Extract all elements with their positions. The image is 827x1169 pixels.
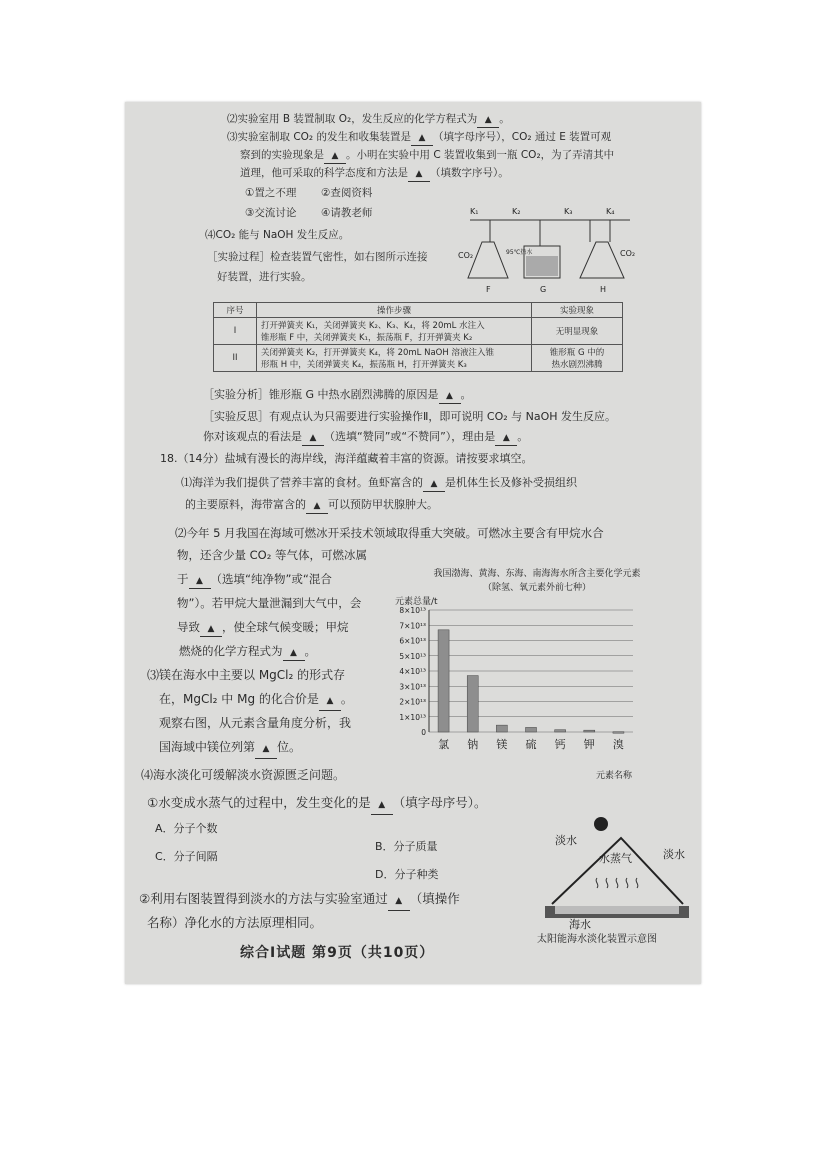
answer-blank[interactable]: ▲ [189, 574, 211, 589]
co2-right-label: CO₂ [620, 249, 636, 258]
p1b-tail: 可以预防甲状腺肿大。 [328, 498, 438, 511]
y-tick-label: 0 [421, 728, 426, 737]
q3a-text: ⑶实验室制取 CO₂ 的发生和收集装置是 [227, 131, 411, 143]
desal-caption: 太阳能海水淡化装置示意图 [537, 934, 657, 945]
p2a-text: ⑵今年 5 月我国在海域可燃冰开采技术领域取得重大突破。可燃冰主要含有甲烷水合 [175, 526, 604, 540]
page-footer: 综合Ⅰ试题 第9页（共10页） [240, 945, 435, 961]
q2-line: ⑵实验室用 B 装置制取 O₂，发生反应的化学方程式为 ▲ 。 [227, 112, 510, 128]
y-tick-label: 1×10¹³ [399, 712, 426, 722]
p3b-line: 在，MgCl₂ 中 Mg 的化合价是 ▲ 。 [159, 690, 353, 711]
answer-blank[interactable]: ▲ [306, 499, 328, 514]
chart-ylabel: 元素总量/t [395, 597, 438, 607]
flask-g-label: G [540, 285, 547, 294]
exam-page [125, 102, 701, 984]
p3a-text: ⑶镁在海水中主要以 MgCl₂ 的形式存 [147, 668, 346, 682]
q3c-text: 道理，他可采取的科学态度和方法是 [240, 167, 408, 179]
choice-d[interactable]: D．分子种类 [375, 868, 439, 881]
q2-text: ⑵实验室用 B 装置制取 O₂，发生反应的化学方程式为 [227, 113, 478, 125]
chart-title: 我国渤海、黄海、东海、南海海水所含主要化学元素 [433, 569, 641, 579]
p3c-text: 观察右图，从元素含量角度分析，我 [159, 716, 352, 730]
p3d-line [159, 738, 301, 759]
y-tick-label: 5×10¹³ [399, 651, 426, 661]
p4-2b-text: 名称）净化水的方法原理相同。 [147, 915, 323, 930]
bar-3 [496, 725, 507, 732]
process-text-1: ［实验过程］检查装置气密性，如右图所示连接 [207, 251, 428, 263]
clamp-k2-label: K₂ [512, 207, 521, 216]
p4-2-text: ②利用右图装置得到淡水的方法与实验室通过 [139, 891, 388, 906]
clamp-k1-label: K₁ [470, 207, 479, 216]
p4-1-line [147, 794, 486, 815]
p2e-text: 导致 [177, 620, 200, 634]
flask-h-label: H [600, 285, 607, 294]
answer-blank[interactable]: ▲ [371, 796, 393, 815]
p2b-text: 物，还含少量 CO₂ 等气体，可燃冰属 [177, 548, 368, 562]
answer-blank[interactable]: ▲ [319, 692, 341, 711]
q18-title: 18.（14分）盐城有漫长的海岸线，海洋蕴藏着丰富的资源。请按要求填空。 [160, 452, 533, 465]
y-tick-label: 8×10¹³ [399, 606, 426, 615]
x-tick-label: 硫 [525, 738, 537, 751]
x-tick-label: 溴 [612, 738, 624, 751]
header-steps: 操作步骤 [257, 303, 532, 318]
chart-bars [438, 630, 624, 733]
p2c-tail: （选填“纯净物”或“混合 [210, 572, 332, 586]
y-tick-label: 2×10¹³ [399, 697, 426, 707]
hot-water-label: 95℃热水 [506, 249, 533, 256]
q18-p1-line-2 [185, 498, 438, 514]
choice-a[interactable]: A．分子个数 [155, 822, 218, 835]
answer-blank[interactable]: ▲ [302, 431, 324, 446]
vapor-label: 水蒸气 [599, 852, 632, 865]
fresh-water-left-label: 淡水 [555, 834, 577, 847]
bar-1 [438, 630, 449, 732]
option-3: ③交流讨论 [245, 207, 297, 219]
x-tick-label: 钾 [583, 738, 595, 751]
seawater-label: 海水 [569, 918, 591, 931]
q3-line-3 [240, 166, 509, 182]
reflection-mid: （选填“赞同”或“不赞同”），理由是 [324, 430, 496, 443]
p2f-text: 燃烧的化学方程式为 [179, 644, 283, 658]
q3b-tail: 。小明在实验中用 C 装置收集到一瓶 CO₂，为了弄清其中 [346, 149, 615, 161]
row-steps [257, 345, 532, 372]
chart-yticks [399, 606, 426, 737]
p2c-text: 于 [177, 572, 189, 586]
p2f-line: 燃烧的化学方程式为 ▲ 。 [179, 644, 316, 661]
y-tick-label: 4×10¹³ [399, 667, 426, 676]
bar-4 [526, 727, 537, 732]
row-result [532, 345, 623, 372]
step-line: 打开弹簧夹 K₁，关闭弹簧夹 K₂、K₃、K₄，将 20mL 水注入 [261, 321, 485, 331]
p1a-text: ⑴海洋为我们提供了营养丰富的食材。鱼虾富含的 [181, 476, 423, 489]
answer-blank[interactable]: ▲ [408, 167, 430, 182]
p2e-tail: ，使全球气候变暖；甲烷 [222, 620, 349, 634]
chart-xlabel: 元素名称 [595, 771, 632, 781]
option-4: ④请教老师 [321, 207, 373, 219]
q3a-tail: （填字母序号），CO₂ 通过 E 装置可观 [432, 131, 612, 143]
chart-xticks [438, 737, 624, 751]
answer-blank[interactable]: ▲ [477, 113, 499, 128]
choice-c[interactable]: C．分子间隔 [155, 850, 218, 863]
apparatus-diagram [460, 202, 640, 294]
y-tick-label: 6×10¹³ [399, 636, 426, 646]
p3d-tail: 位。 [277, 740, 302, 754]
result-line: 热水剧烈沸腾 [551, 360, 603, 370]
p3d-text: 国海域中镁位列第 [159, 740, 256, 754]
answer-blank[interactable]: ▲ [495, 431, 517, 446]
p4-2-line [139, 890, 460, 911]
row-id: II [214, 345, 257, 372]
answer-blank[interactable]: ▲ [388, 892, 410, 911]
header-index: 序号 [214, 303, 257, 318]
sun-icon [594, 817, 608, 831]
table-header-row [214, 303, 623, 318]
reflection-line-2: 你对该观点的看法是 ▲ （选填“赞同”或“不赞同”），理由是 ▲ 。 [203, 430, 528, 446]
header-result: 实验现象 [532, 303, 623, 318]
row-result: 无明显现象 [532, 318, 623, 345]
p4-1-tail: （填字母序号）。 [392, 795, 487, 810]
p2e-line [177, 620, 349, 637]
clamp-k4-label: K₄ [606, 207, 615, 216]
p2d-text: 物”）。若甲烷大量泄漏到大气中，会 [177, 596, 362, 610]
co2-left-label: CO₂ [458, 251, 474, 260]
desalination-diagram [537, 814, 697, 944]
chart-subtitle: （除氢、氧元素外前七种） [482, 583, 592, 593]
p3b-text: 在，MgCl₂ 中 Mg 的化合价是 [159, 692, 319, 706]
chart-grid [429, 610, 633, 732]
y-tick-label: 7×10¹³ [399, 621, 426, 631]
analysis-text: ［实验分析］锥形瓶 G 中热水剧烈沸腾的原因是 [203, 388, 439, 401]
row-steps [257, 318, 532, 345]
q3b-text: 察到的实验现象是 [240, 149, 324, 161]
option-1: ①置之不理 [245, 187, 297, 199]
option-2: ②查阅资料 [321, 187, 373, 199]
bar-6 [584, 730, 595, 732]
answer-blank[interactable]: ▲ [439, 389, 461, 404]
element-bar-chart [387, 564, 647, 784]
experiment-table [213, 302, 623, 372]
x-tick-label: 钠 [467, 738, 479, 751]
q18-p1-line-1 [181, 476, 577, 492]
p4-2-tail: （填操作 [409, 891, 460, 906]
x-tick-label: 氯 [438, 738, 450, 751]
step-line: 关闭弹簧夹 K₂，打开弹簧夹 K₄，将 20mL NaOH 溶液注入锥 [261, 348, 494, 358]
answer-blank[interactable]: ▲ [255, 740, 277, 759]
choice-b[interactable]: B．分子质量 [375, 840, 438, 853]
answer-blank[interactable]: ▲ [324, 149, 346, 164]
step-line: 形瓶 H 中，关闭弹簧夹 K₄，振荡瓶 H，打开弹簧夹 K₃ [261, 360, 467, 370]
p1a-tail: 是机体生长及修补受损组织 [445, 476, 577, 489]
result-line: 锥形瓶 G 中的 [549, 348, 605, 358]
bar-7 [613, 732, 624, 734]
answer-blank[interactable]: ▲ [411, 131, 433, 146]
table-row [214, 345, 623, 372]
q4-text: ⑷CO₂ 能与 NaOH 发生反应。 [205, 229, 350, 241]
p4-1-text: ①水变成水蒸气的过程中，发生变化的是 [147, 795, 371, 810]
q3-line-1 [227, 130, 611, 146]
p1b-text: 的主要原料，海带富含的 [185, 498, 306, 511]
answer-blank[interactable]: ▲ [423, 477, 445, 492]
q3-line-2 [240, 148, 614, 164]
y-tick-label: 3×10¹³ [399, 682, 426, 692]
p2c-line [177, 572, 332, 589]
reflection-text-1: ［实验反思］有观点认为只需要进行实验操作Ⅱ，即可说明 CO₂ 与 NaOH 发生反应。 [203, 410, 617, 423]
x-tick-label: 钙 [554, 738, 566, 751]
analysis-line: ［实验分析］锥形瓶 G 中热水剧烈沸腾的原因是 ▲ 。 [203, 388, 472, 404]
step-line: 锥形瓶 F 中，关闭弹簧夹 K₁，振荡瓶 F，打开弹簧夹 K₂ [261, 333, 473, 343]
reflection-text-2: 你对该观点的看法是 [203, 430, 302, 443]
row-id: I [214, 318, 257, 345]
table-row [214, 318, 623, 345]
bar-2 [467, 676, 478, 732]
process-text-2: 好装置，进行实验。 [217, 271, 312, 283]
fresh-water-right-label: 淡水 [663, 848, 685, 861]
answer-blank[interactable]: ▲ [283, 646, 305, 661]
clamp-k3-label: K₃ [564, 207, 573, 216]
p4-text: ⑷海水淡化可缓解淡水资源匮乏问题。 [141, 768, 346, 782]
x-tick-label: 镁 [496, 738, 508, 751]
flask-f-label: F [486, 285, 491, 294]
bar-5 [555, 730, 566, 732]
hot-water-fill [526, 256, 558, 276]
answer-blank[interactable]: ▲ [200, 622, 222, 637]
q3c-tail: （填数字序号）。 [430, 167, 509, 179]
